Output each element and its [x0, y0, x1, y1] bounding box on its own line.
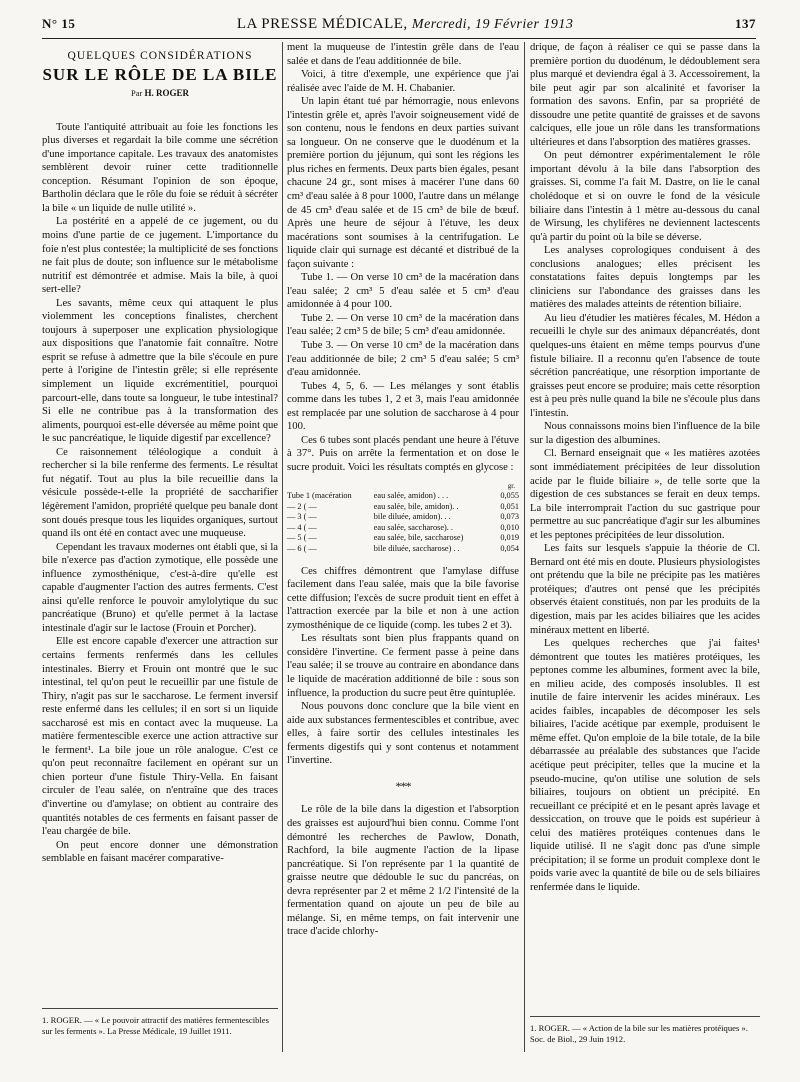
- section-separator: ***: [395, 778, 411, 793]
- results-value: 0,055: [500, 491, 519, 501]
- results-grid: [287, 491, 519, 555]
- paragraph: Cependant les travaux modernes ont établi que, si la bile n'exerce pas d'action zymotique, elle possède une influence zymosthénique, c'est-à-dire qu'elle est capable d'augmenter l'action des autres ferments. C'est ainsi qu'elle renforce le pouvoir amylolytique du suc pancréatique (Bruno) et qu'elle permet à la lactase intestinale d'agir sur le lactose (Frouin et Porcher).: [42, 541, 278, 634]
- results-row: [287, 502, 519, 513]
- paragraph: Ces chiffres démontrent que l'amylase diffuse facilement dans l'eau salée, mais que la bile favorise cette diffusion; l'excès de sucre produit tient en effet à l'attraction exercée par la bile et non à une action zymosthénique de ce liquide (comp. les tubes 2 et 3).: [287, 565, 519, 631]
- page-number: 137: [734, 16, 756, 31]
- paragraph: Tube 1. — On verse 10 cm³ de la macération dans l'eau salée; 2 cm³ 5 d'eau salée et 5 cm³ d'eau amidonnée à 4 pour 100.: [287, 272, 519, 311]
- paragraph: Le rôle de la bile dans la digestion et l'absorption des graisses est aujourd'hui bien connu. Comme l'ont démontré les recherches de Pawlow, Donath, Rachford, la bile augmente l'action de la lipase pancréatique. Si l'on représente par 1 la quantité de graisse neutre que dédouble le suc du pancréas, on devra représenter par 2 et même 2 1/2 l'intensité de la fermentation quand on ajoute un peu de bile au mélange. Si, en même temps, on fait intervenir une trace d'acide chlorhy-: [287, 804, 519, 938]
- results-value: 0,010: [500, 522, 519, 532]
- author-name: H. ROGER: [144, 88, 189, 99]
- article-kicker: QUELQUES CONSIDÉRATIONS: [67, 50, 253, 62]
- paragraph: Tube 2. — On verse 10 cm³ de la macération dans l'eau salée; 2 cm³ 5 de bile; 5 cm³ d'eau amidonnée.: [287, 312, 519, 338]
- results-tube: — 5 ( —: [287, 533, 317, 543]
- paragraph: Les faits sur lesquels s'appuie la théorie de Cl. Bernard ont été mis en doute. Plusieurs physiologistes ont prétendu que la bile ne précipite pas les matières protéiques; d'autres ont pensé que les précipités observés étaient constitués, non par les produits de la digestion, mais par les acides biliaires que les acides minéraux mettent en liberté.: [530, 543, 760, 636]
- paragraph: Tube 3. — On verse 10 cm³ de la macération dans l'eau additionnée de bile; 2 cm³ 5 d'eau salée; 5 cm³ d'eau amidonnée.: [287, 340, 519, 379]
- paragraph: Les résultats sont bien plus frappants quand on considère l'invertine. Ce ferment passe à peine dans l'eau salée; il se trouve au contraire en abondance dans le liquide de macération additionné de bile : sous son influence, la production du sucre peut être quintuplée.: [287, 633, 519, 699]
- results-value: 0,019: [500, 533, 519, 543]
- paragraph: ment la muqueuse de l'intestin grêle dans de l'eau salée et dans de l'eau additionnée de bile.: [287, 42, 519, 67]
- results-medium: eau salée, amidon) . . .: [373, 491, 449, 501]
- results-medium: eau salée, bile, saccharose): [373, 533, 464, 543]
- column-2: [287, 41, 519, 939]
- results-tube: — 2 ( —: [287, 501, 317, 511]
- journal-title: [237, 16, 574, 33]
- journal-name: LA PRESSE MÉDICALE,: [236, 16, 408, 32]
- results-row: [287, 544, 519, 555]
- article-byline: [42, 87, 278, 101]
- column-rule-1: [282, 42, 283, 1052]
- results-row: [287, 512, 519, 523]
- results-tube: — 3 ( —: [287, 512, 317, 522]
- results-row: [287, 491, 519, 502]
- paragraph: Les analyses coprologiques conduisent à des conclusions analogues; elles précisent les constatations faites depuis longtemps par les cliniciens sur l'abondance des graisses dans les matières des malades atteints de rétention biliaire.: [530, 245, 760, 311]
- paragraph: On peut encore donner une démonstration semblable en faisant macérer comparative-: [42, 839, 278, 865]
- paragraph: Toute l'antiquité attribuait au foie les fonctions les plus diverses et regardait la bile comme une sécrétion d'une importance capitale. Les travaux des anatomistes semblèrent devoir ruiner cette traditionnelle conception. Résumant l'opinion de son époque, Bartholin déclara que le rôle du foie se réduit à sécréter la bile « un liquide de nulle utilité ».: [42, 121, 278, 214]
- paragraph: Cl. Bernard enseignait que « les matières azotées sont immédiatement précipitées de leur dissolution acide par le fluide biliaire », de telle sorte que la digestion de ces substances se ferait en deux temps. La bile interromprait l'action du suc gastrique pour permettre au suc pancréatique d'agir sur les albumines et les peptones précipitées de leur dissolution.: [530, 448, 760, 541]
- results-row: [287, 523, 519, 534]
- paragraph: Un lapin étant tué par hémorragie, nous enlevons l'intestin grêle et, après l'avoir soigneusement vidé de son contenu, nous le fendons en deux parties suivant sa longueur. On ne conserve que le duodénum et la première portion du jéjunum, qui sont les régions les plus riches en ferments. Deux parts bien égales, pesant chacune 24 gr., sont mises à macérer l'une dans 60 cm³ d'eau salée à 8 pour 1000, l'autre dans un mélange de 45 cm³ d'eau salée et de 15 cm³ de bile de bœuf. Après une heure de séjour à l'étuve, les deux macérations sont soumises à la centrifugation. Le liquide clair qui surnage est décanté et distribué de la façon suivante :: [287, 96, 519, 270]
- byline-prefix: Par: [131, 88, 143, 99]
- paragraph: On peut démontrer expérimentalement le rôle important dévolu à la bile dans l'absorption des graisses. Si, comme l'a fait M. Dastre, on lie le canal cholédoque et si on ouvre le fond de la vésicule biliaire dans l'intestin à 1 mètre au-dessous du canal de Wirsung, les chylifères ne deviennent lactescents qu'à partir du point où la bile se déverse.: [530, 150, 760, 243]
- results-tube: — 4 ( —: [287, 522, 317, 532]
- results-tube: Tube 1 (macération: [287, 491, 352, 501]
- paragraph: La postérité en a appelé de ce jugement, ou du moins d'une partie de ce jugement. L'importance du foie n'est plus contestée; la multiplicité de ses fonctions ne fait plus de doute; son influence sur le métabolisme nutritif est démontrée et admise. Mais la bile, à quoi sert-elle?: [42, 216, 278, 296]
- results-medium: eau salée, saccharose). .: [373, 522, 453, 532]
- results-value: 0,073: [500, 512, 519, 522]
- paragraph: Ces 6 tubes sont placés pendant une heure à l'étuve à 37°. Puis on arrête la fermentation et on dose le sucre produit. Voici les résultats comptés en glycose :: [287, 434, 519, 473]
- results-row: [287, 533, 519, 544]
- column-rule-2: [524, 42, 525, 1052]
- issue-date: Mercredi, 19 Février 1913: [411, 17, 574, 32]
- results-table: [287, 481, 519, 555]
- column-1: [42, 48, 278, 866]
- issue-number: N° 15: [42, 16, 76, 31]
- paragraph: Nous connaissons moins bien l'influence de la bile sur la digestion des albumines.: [530, 421, 760, 446]
- results-medium: bile diluée, saccharose) . .: [373, 544, 460, 554]
- paragraph: drique, de façon à réaliser ce qui se passe dans la première portion du duodénum, le dédoublement sera plus marqué et deviendra égal à 3. Accessoirement, la bile peut agir par son alcalinité et favoriser la formation des savons. Enfin, par sa propriété de dissoudre une petite quantité de graisses et de savons calciques, elle joue un rôle dans les transformations ultérieures et dans l'absorption des matières grasses.: [530, 42, 760, 148]
- results-value: 0,051: [500, 501, 519, 511]
- footnote-2: 1. ROGER. — « Action de la bile sur les matières protéiques ». Soc. de Biol., 29 Juin 1912.: [530, 1016, 760, 1045]
- paragraph: Les quelques recherches que j'ai faites¹ démontrent que toutes les matières protéiques, les peptones comme les albumines, forment avec la bile, en milieu acide, des composés insolubles. Il est inutile de faire intervenir les acides minéraux. Les acides faibles, incapables de décomposer les sels biliaires, l'acide acétique par exemple, produisent le même effet. Qu'on emploie de la bile totale, de la bile débarrassée au préalable des substances que l'acide acétique peut précipiter, telles que la mucine et la pseudo-mucine, qu'on utilise une solution de sels biliaires, toujours on obtient un précipité. En recueillant ce précipité et en le pesant après lavage et dessiccation, on trouve que le poids est supérieur à celui des matières protéiques contenues dans le liquide utilisé. Il ne s'agit donc pas d'une simple précipitation; il se forme un produit complexe dont le poids varie avec la quantité de bile ou de sels biliaires renfermée dans le liquide.: [530, 638, 760, 893]
- paragraph: Elle est encore capable d'exercer une attraction sur certains ferments renfermés dans les cellules intestinales. Bierry et Frouin ont montré que le suc intestinal, tel qu'on peut le recueillir par une fistule de Thiry, n'agit pas sur le saccharose. Le ferment inversif reste enfermé dans les cellules; il en sort si un liquide saccharosé est mis en contact avec la muqueuse. La matière fermentescible exerce une action attractive sur le ferment¹. La bile joue un rôle analogue. C'est ce qu'on peut reconnaître facilement en opérant sur un chien porteur d'une fistule Thiry-Vella. En faisant circuler de l'eau salée, on n'entraîne que des traces d'invertine ou d'amylase; on obtient au contraire des quantités notables de ces ferments en faisant passer de l'eau chargée de bile.: [42, 636, 278, 838]
- footnote-1: 1. ROGER. — « Le pouvoir attractif des matières fermentescibles sur les ferments ». La Presse Médicale, 19 Juillet 1911.: [42, 1008, 278, 1037]
- paragraph: Les savants, même ceux qui attaquent le plus violemment les conceptions finalistes, cherchent toujours à superposer une explication physiologique aux dispositions que l'anatomie fait connaître. Notre esprit se refuse à admettre que la bile s'écoule en pure perte à l'origine de l'intestin grêle; si elle représente simplement un liquide excrémentitiel, pourquoi parcourt-elle, dans toute sa longueur, le tube intestinal? Si elle ne contribue pas à la transformation des aliments, pourquoi est-elle déversée au même point que le suc pancréatique, le liquide digestif par excellence?: [42, 297, 278, 445]
- paragraph: Voici, à titre d'exemple, une expérience que j'ai réalisée avec l'aide de M. H. Chabanier.: [287, 69, 519, 94]
- paragraph: Tubes 4, 5, 6. — Les mélanges y sont établis comme dans les tubes 1, 2 et 3, mais l'eau amidonnée est remplacée par une solution de saccharose à 4 pour 100.: [287, 380, 519, 433]
- page-header: [42, 16, 756, 39]
- results-unit: gr.: [507, 481, 515, 490]
- results-value: 0,054: [500, 544, 519, 554]
- results-medium: eau salée, bile, amidon). .: [373, 501, 459, 511]
- paragraph: Ce raisonnement téléologique a conduit à rechercher si la bile renferme des ferments. Le résultat fut négatif. Tout au plus la bile recueillie dans la vésicule possède-t-elle la propriété de saccharifier légèrement l'amidon, propriété quelque peu banale dont sont doués presque tous les liquides organiques, surtout quand ils ont été en contact avec une muqueuse.: [42, 446, 278, 540]
- paragraph: Nous pouvons donc conclure que la bile vient en aide aux substances fermentescibles et contribue, avec elles, à faire sortir des cellules intestinales les ferments digestifs qui y sont contenus et notamment l'invertine.: [287, 701, 519, 767]
- article-title: SUR LE RÔLE DE LA BILE: [42, 64, 278, 84]
- results-medium: bile diluée, amidon). . .: [373, 512, 451, 522]
- column-3: [530, 41, 760, 894]
- paragraph: Au lieu d'étudier les matières fécales, M. Hédon a recueilli le chyle sur des animaux dépancréatés, dont quelques-uns étaient en même temps pourvus d'une fistule biliaire. Il a reconnu qu'en l'absence de toute sécrétion pancréatique, une résorption importante de graisses peut encore se produire; mais cette résorption est à peu près nulle quand la bile ne s'écoule plus dans l'intestin.: [530, 312, 760, 419]
- results-tube: — 6 ( —: [287, 544, 317, 554]
